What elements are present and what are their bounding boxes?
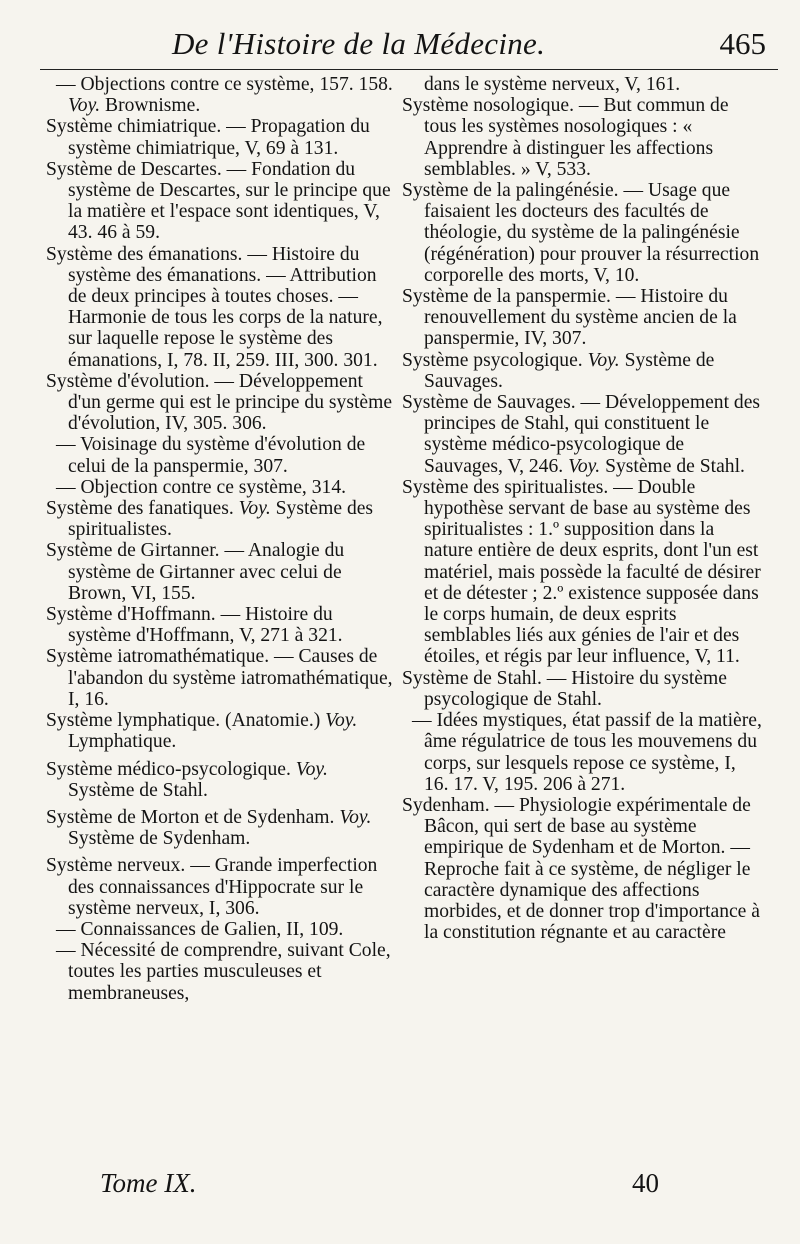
index-entry: Système de Stahl. — Histoire du système psycologique de Stahl.: [402, 667, 727, 710]
page-footer: [0, 1168, 800, 1208]
index-entry: Système de Morton et de Sydenham. Voy. Système de Sydenham.: [46, 806, 372, 850]
index-entry: — Connaissances de Galien, II, 109.: [56, 918, 344, 940]
index-entry: Système médico-psycologique. Voy. Système de Stahl.: [46, 758, 328, 801]
index-column-left: [46, 74, 398, 1004]
index-entry: — Objection contre ce système, 314.: [56, 476, 347, 498]
index-entry: Système des fanatiques. Voy. Système des spiritualistes.: [46, 498, 374, 541]
index-entry: Système d'évolution. — Développement d'un germe qui est le principe du système d'évolution, IV, 305. 306.: [46, 370, 393, 435]
index-column-right: [402, 74, 762, 943]
index-entry: Système des spiritualistes. — Double hypothèse servant de base au système des spiritualistes : 1.º supposition dans la nature entière de deux esprits, dont l'un est matériel, mais possède la faculté de désirer et de détester ; 2.º existence supposée dans le corps humain, de deux esprits semblables liés aux génies de l'air et des étoiles, et régis par leur influence, V, 11.: [402, 476, 761, 668]
index-entry: Système nerveux. — Grande imperfection des connaissances d'Hippocrate sur le système nerveux, I, 306.: [46, 855, 378, 919]
index-entry: Système de Girtanner. — Analogie du système de Girtanner avec celui de Brown, VI, 155.: [46, 540, 345, 604]
volume-label: Tome IX.: [100, 1168, 197, 1198]
index-entry: — Idées mystiques, état passif de la matière, âme régulatrice de tous les mouvemens du corps, sur lesquels repose ce système, I, 16. 17. V, 195. 206 à 271.: [412, 710, 762, 795]
index-entry: Système chimiatrique. — Propagation du système chimiatrique, V, 69 à 131.: [46, 116, 370, 159]
index-entry: Système psycologique. Voy. Système de Sauvages.: [402, 349, 715, 392]
index-entry: dans le système nerveux, V, 161.: [424, 74, 681, 95]
index-entry: Système de la palingénésie. — Usage que faisaient les docteurs des facultés de théologie, du système de la palingénésie (régénération) pour prouver la résurrection corporelle des morts, V, 10.: [402, 180, 760, 286]
header-rule: [40, 69, 778, 70]
running-title: De l'Histoire de la Médecine.: [172, 26, 546, 61]
index-entry: Système lymphatique. (Anatomie.) Voy. Lymphatique.: [46, 710, 358, 753]
signature-mark: 40: [632, 1168, 659, 1198]
index-entry: Système nosologique. — But commun de tous les systèmes nosologiques : « Apprendre à distinguer les affections semblables. » V, 533.: [402, 95, 729, 180]
index-entry: Système de Sauvages. — Développement des principes de Stahl, qui constituent le système médico-psycologique de Sauvages, V, 246. Voy. Système de Stahl.: [402, 392, 761, 477]
page-number: 465: [719, 26, 766, 61]
index-entry: Système de Descartes. — Fondation du système de Descartes, sur le principe que la matière et l'espace sont identiques, V, 43. 46 à 59.: [46, 158, 391, 244]
index-entry: Système d'Hoffmann. — Histoire du système d'Hoffmann, V, 271 à 321.: [46, 604, 343, 647]
index-entry: — Voisinage du système d'évolution de celui de la panspermie, 307.: [56, 434, 366, 477]
running-head: [0, 22, 800, 72]
index-entry: Système iatromathématique. — Causes de l'abandon du système iatromathématique, I, 16.: [46, 646, 393, 710]
index-entry: Sydenham. — Physiologie expérimentale de Bâcon, qui sert de base au système empirique de Sydenham et de Morton. — Reproche fait à ce système, de négliger le caractère dynamique des affections morbides, et de donner trop d'importance à la constitution régnante et au caractère: [402, 794, 760, 944]
index-entry: Système des émanations. — Histoire du système des émanations. — Attribution de deux principes à toutes choses. — Harmonie de tous les corps de la nature, sur laquelle repose le système des émanations, I, 78. II, 259. III, 300. 301.: [46, 243, 383, 371]
index-entry: — Nécessité de comprendre, suivant Cole, toutes les parties musculeuses et membraneuses,: [56, 940, 391, 1004]
index-entry: Système de la panspermie. — Histoire du renouvellement du système ancien de la panspermie, IV, 307.: [402, 286, 737, 350]
index-entry: — Objections contre ce système, 157. 158. Voy. Brownisme.: [56, 74, 393, 117]
